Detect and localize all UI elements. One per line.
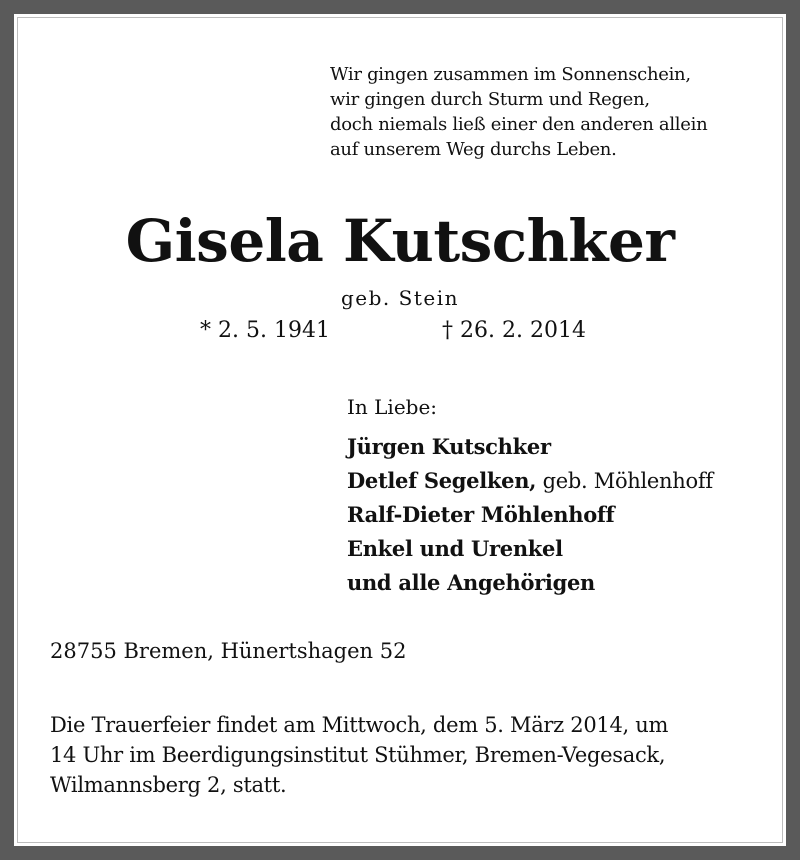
poem-line: doch niemals ließ einer den anderen allein <box>330 114 708 135</box>
mourner-entry <box>347 498 713 532</box>
mourner-entry <box>347 430 713 464</box>
mourner-name: Jürgen Kutschker <box>347 434 551 459</box>
service-line: 14 Uhr im Beerdigungsinstitut Stühmer, Bremen-Vegesack, <box>50 743 666 767</box>
mourners-list <box>347 430 713 600</box>
mourner-name: Detlef Segelken, <box>347 468 537 493</box>
poem <box>330 62 780 162</box>
death-date: † 26. 2. 2014 <box>442 318 586 343</box>
poem-line: auf unserem Weg durchs Leben. <box>330 139 617 160</box>
address: 28755 Bremen, Hünertshagen 52 <box>50 639 407 663</box>
funeral-service-notice <box>50 710 780 800</box>
poem-line: Wir gingen zusammen im Sonnenschein, <box>330 64 691 85</box>
mourner-name: Ralf-Dieter Möhlenhoff <box>347 502 615 527</box>
mourner-entry <box>347 464 713 498</box>
mourner-entry <box>347 566 713 600</box>
mourner-suffix: geb. Möhlenhoff <box>536 469 713 493</box>
deceased-name: Gisela Kutschker <box>125 207 675 275</box>
service-line: Die Trauerfeier findet am Mittwoch, dem 5. März 2014, um <box>50 713 669 737</box>
maiden-name: geb. Stein <box>340 286 459 310</box>
service-line: Wilmannsberg 2, statt. <box>50 773 287 797</box>
birth-date: * 2. 5. 1941 <box>200 318 330 343</box>
poem-line: wir gingen durch Sturm und Regen, <box>330 89 650 110</box>
mourner-name: und alle Angehörigen <box>347 570 595 595</box>
mourner-entry <box>347 532 713 566</box>
mourners-label: In Liebe: <box>347 395 438 419</box>
mourner-name: Enkel und Urenkel <box>347 536 563 561</box>
